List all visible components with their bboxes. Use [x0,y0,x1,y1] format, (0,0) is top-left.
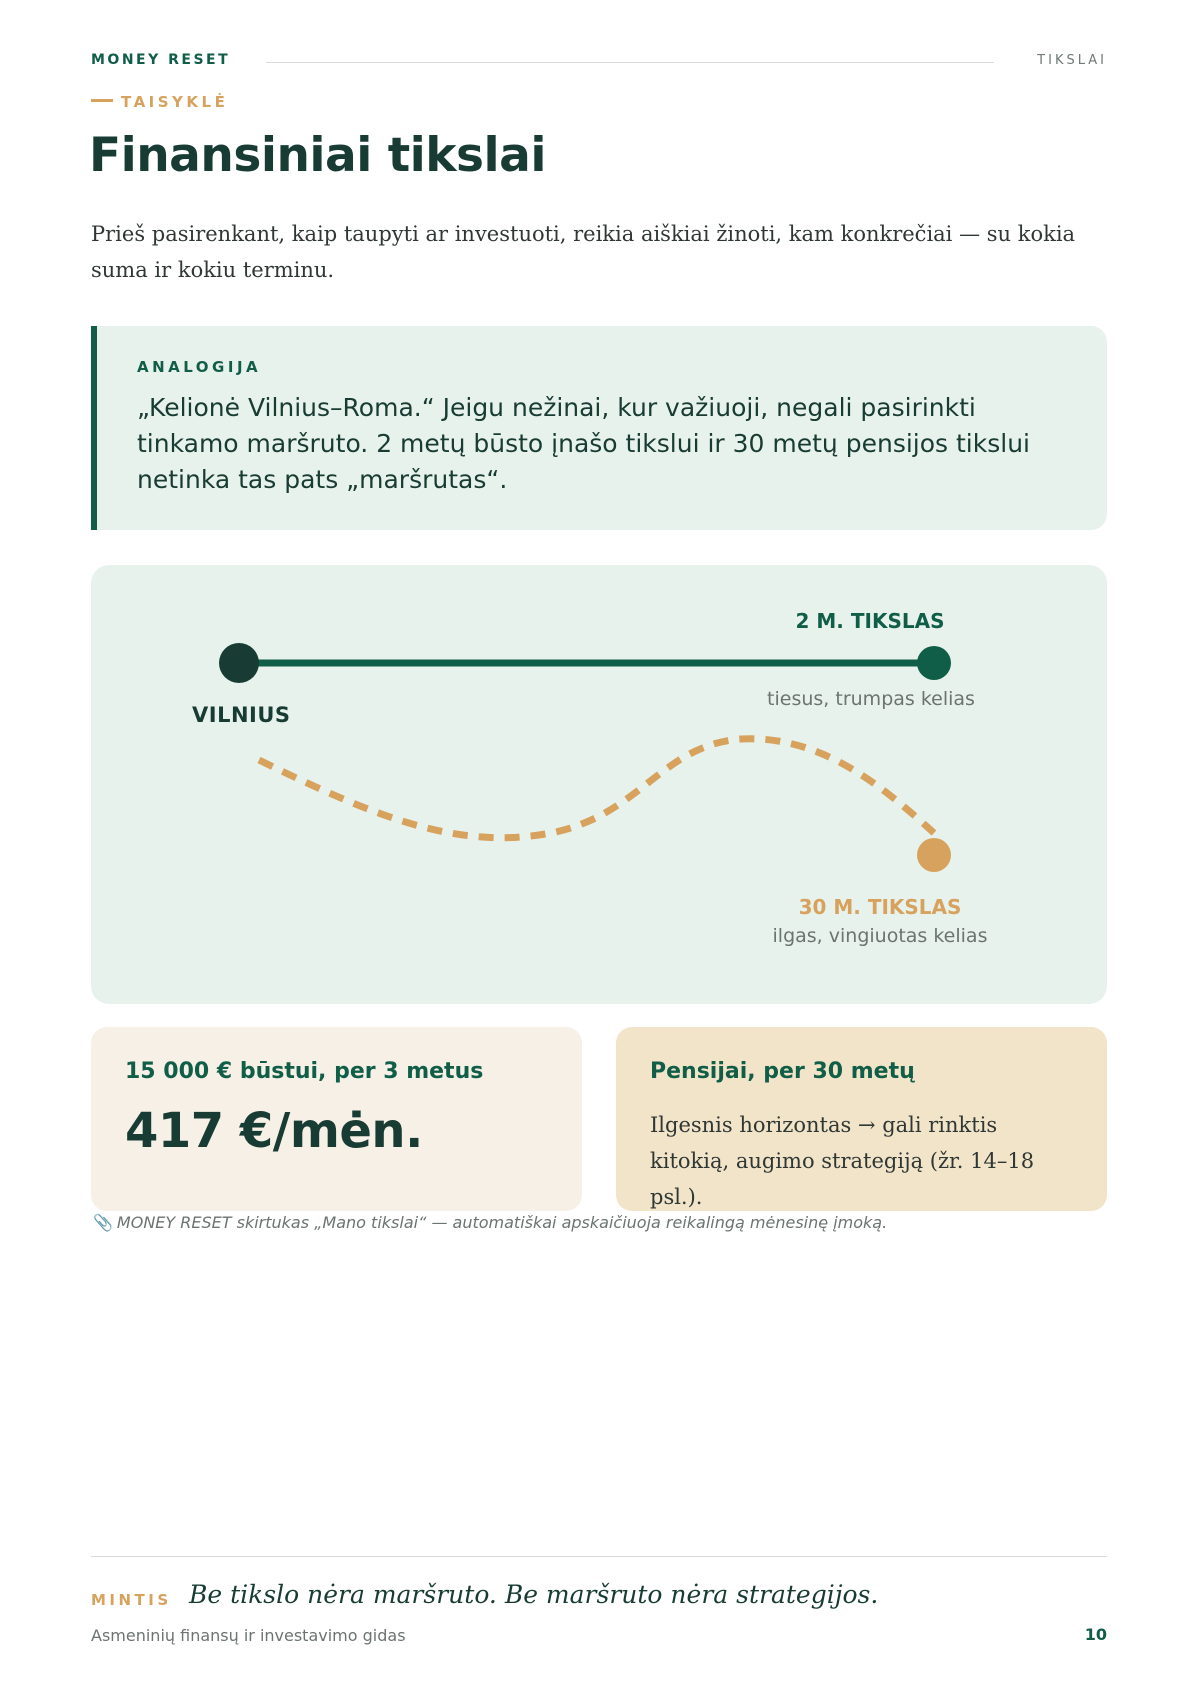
footer-quote: Be tikslo nėra maršruto. Be maršruto nėra strategijos. [189,1580,879,1609]
footer-label: MINTIS [91,1591,172,1609]
kicker-dash [91,99,113,102]
long-goal-label: 30 M. TIKSLAS [798,895,962,919]
header-divider [266,62,994,63]
start-point [219,643,259,683]
housing-goal-card [91,1027,582,1211]
long-route-path [259,739,934,838]
pension-goal-text: Ilgesnis horizontas → gali rinktis kitokią, augimo strategiją (žr. 14–18 psl.). [650,1113,1035,1209]
housing-goal-title: 15 000 € būstui, per 3 metus [125,1059,484,1084]
header-section: TIKSLAI [1037,53,1107,68]
footer-guide-title: Asmeninių finansų ir investavimo gidas [91,1626,406,1645]
long-goal-point [917,838,951,872]
short-goal-point [917,646,951,680]
page-title: Finansiniai tikslai [89,128,546,183]
kicker [91,93,228,111]
short-goal-label: 2 M. TIKSLAS [795,609,945,633]
start-label: VILNIUS [192,703,291,727]
intro-paragraph: Prieš pasirenkant, kaip taupyti ar investuoti, reikia aiškiai žinoti, kam konkrečiai — su kokia suma ir kokiu terminu. [91,222,1076,282]
route-diagram [91,565,1107,1004]
tool-note-text: MONEY RESET skirtukas „Mano tikslai“ — automatiškai apskaičiuoja reikalingą mėnesinę įmoką. [116,1213,888,1232]
long-goal-caption: ilgas, vingiuotas kelias [772,925,988,947]
analogy-callout [91,326,1107,530]
pension-goal-card [616,1027,1107,1211]
analogy-label: ANALOGIJA [137,358,262,376]
kicker-label: TAISYKLĖ [121,93,229,111]
short-goal-caption: tiesus, trumpas kelias [767,688,975,710]
paperclip-icon: 📎 [93,1213,113,1232]
pension-goal-title: Pensijai, per 30 metų [650,1059,915,1084]
header-brand: MONEY RESET [91,52,231,68]
tool-note [93,1213,887,1232]
monthly-payment-value: 417 €/mėn. [125,1103,423,1159]
analogy-text: „Kelionė Vilnius–Roma.“ Jeigu nežinai, kur važiuoji, negali pasirinkti tinkamo maršruto. 2 metų būsto įnašo tikslui ir 30 metų pensijos tikslui netinka tas pats „maršrutas“. [137,393,1030,494]
page-number: 10 [1084,1625,1107,1644]
footer-divider [91,1556,1107,1557]
